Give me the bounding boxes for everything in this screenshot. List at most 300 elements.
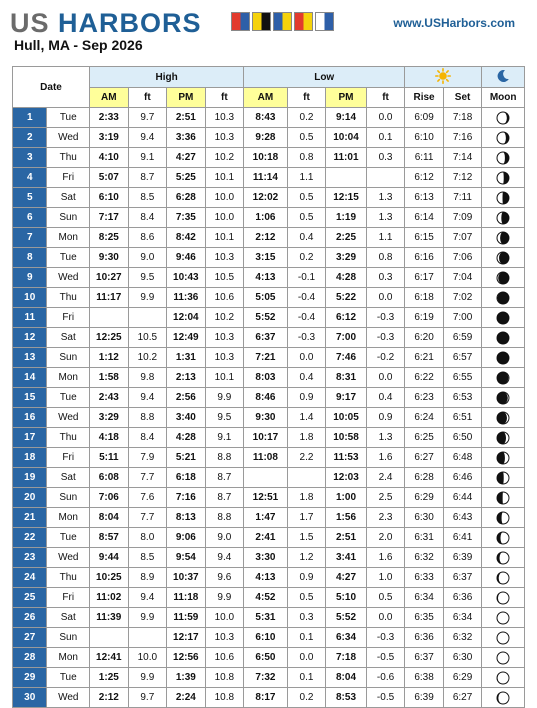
sunset-time: 6:39 — [443, 548, 482, 568]
high-pm-time: 8:42 — [167, 228, 206, 248]
low-am-height: -0.4 — [287, 288, 326, 308]
sunrise-time: 6:09 — [405, 108, 444, 128]
table-row — [13, 388, 525, 408]
sunset-time: 6:57 — [443, 348, 482, 368]
location-title: Hull, MA - Sep 2026 — [14, 37, 143, 53]
moon-phase-icon — [496, 411, 510, 425]
day-number: 6 — [13, 208, 47, 228]
high-pm-time: 11:59 — [167, 608, 206, 628]
day-number: 23 — [13, 548, 47, 568]
moon-phase-cell — [482, 588, 525, 608]
low-pm-time: 8:04 — [326, 668, 367, 688]
table-row — [13, 348, 525, 368]
moon-phase-cell — [482, 528, 525, 548]
low-am-time: 5:31 — [244, 608, 288, 628]
sunrise-time: 6:33 — [405, 568, 444, 588]
low-pm-height: -0.5 — [366, 648, 405, 668]
low-am-time: 1:47 — [244, 508, 288, 528]
moon-phase-cell — [482, 628, 525, 648]
high-am-height: 9.9 — [128, 668, 167, 688]
low-pm-time: 11:01 — [326, 148, 367, 168]
moon-phase-icon — [496, 351, 510, 365]
sunrise-time: 6:16 — [405, 248, 444, 268]
table-row — [13, 488, 525, 508]
day-number: 5 — [13, 188, 47, 208]
low-am-height: 0.2 — [287, 248, 326, 268]
low-pm-height: 1.3 — [366, 428, 405, 448]
low-am-height: 0.0 — [287, 348, 326, 368]
low-pm-time: 9:17 — [326, 388, 367, 408]
sunrise-time: 6:23 — [405, 388, 444, 408]
logo-harbors: HARBORS — [58, 8, 202, 38]
high-am-height: 8.5 — [128, 548, 167, 568]
high-pm-time: 6:18 — [167, 468, 206, 488]
weekday: Thu — [47, 428, 90, 448]
high-pm-height: 10.2 — [205, 308, 244, 328]
high-pm-time: 1:39 — [167, 668, 206, 688]
moon-phase-icon — [496, 271, 510, 285]
table-row — [13, 448, 525, 468]
low-pm-height: 1.6 — [366, 548, 405, 568]
table-row — [13, 608, 525, 628]
sunset-time: 7:00 — [443, 308, 482, 328]
sunset-time: 6:32 — [443, 628, 482, 648]
weekday: Sat — [47, 468, 90, 488]
table-row — [13, 648, 525, 668]
table-row — [13, 428, 525, 448]
sunset-time: 7:09 — [443, 208, 482, 228]
low-pm-time: 10:04 — [326, 128, 367, 148]
low-am-time: 3:30 — [244, 548, 288, 568]
low-am-height: 2.2 — [287, 448, 326, 468]
logo-us: US — [10, 8, 50, 38]
sunset-time: 7:16 — [443, 128, 482, 148]
weekday: Mon — [47, 368, 90, 388]
moon-phase-cell — [482, 108, 525, 128]
high-am-height: 10.2 — [128, 348, 167, 368]
sunrise-time: 6:20 — [405, 328, 444, 348]
low-pm-height — [366, 168, 405, 188]
moon-phase-icon — [496, 471, 510, 485]
high-am-height: 9.0 — [128, 248, 167, 268]
day-number: 22 — [13, 528, 47, 548]
high-am-time: 3:29 — [90, 408, 129, 428]
date-header: Date — [13, 67, 90, 108]
moon-phase-icon — [496, 511, 510, 525]
high-pm-height: 8.8 — [205, 448, 244, 468]
day-number: 13 — [13, 348, 47, 368]
high-pm-time: 12:17 — [167, 628, 206, 648]
sunset-time: 7:07 — [443, 228, 482, 248]
low-am-height: 0.5 — [287, 188, 326, 208]
moon-phase-cell — [482, 188, 525, 208]
high-pm-header: PM — [167, 88, 206, 108]
low-pm-height: 0.8 — [366, 248, 405, 268]
high-pm-height: 10.1 — [205, 228, 244, 248]
moon-phase-icon — [496, 171, 510, 185]
table-row — [13, 308, 525, 328]
day-number: 30 — [13, 688, 47, 708]
tide-table — [12, 66, 525, 708]
sunrise-time: 6:39 — [405, 688, 444, 708]
table-row — [13, 408, 525, 428]
low-pm-height: 0.0 — [366, 288, 405, 308]
high-am-time: 7:06 — [90, 488, 129, 508]
sunrise-time: 6:36 — [405, 628, 444, 648]
day-number: 25 — [13, 588, 47, 608]
high-pm-height: 10.3 — [205, 328, 244, 348]
low-pm-time: 2:25 — [326, 228, 367, 248]
moon-phase-icon — [496, 691, 510, 705]
low-am-time: 6:37 — [244, 328, 288, 348]
moon-phase-icon — [496, 111, 510, 125]
low-am-time: 4:13 — [244, 268, 288, 288]
sunrise-time: 6:13 — [405, 188, 444, 208]
sunset-time: 6:43 — [443, 508, 482, 528]
moon-phase-icon — [496, 211, 510, 225]
high-am-time: 5:11 — [90, 448, 129, 468]
high-pm-height: 9.9 — [205, 388, 244, 408]
high-am-height: 9.1 — [128, 148, 167, 168]
table-row — [13, 248, 525, 268]
moon-phase-icon — [496, 151, 510, 165]
weekday: Mon — [47, 228, 90, 248]
moon-phase-cell — [482, 368, 525, 388]
high-am-height: 10.0 — [128, 648, 167, 668]
sunrise-time: 6:28 — [405, 468, 444, 488]
high-pm-time: 9:54 — [167, 548, 206, 568]
high-am-height: 9.5 — [128, 268, 167, 288]
high-am-time: 2:43 — [90, 388, 129, 408]
sunset-time: 6:55 — [443, 368, 482, 388]
low-pm-time: 3:29 — [326, 248, 367, 268]
low-pm-time: 3:41 — [326, 548, 367, 568]
low-am-height: -0.4 — [287, 308, 326, 328]
weekday: Wed — [47, 408, 90, 428]
low-pm-time: 9:14 — [326, 108, 367, 128]
high-pm-height: 10.8 — [205, 688, 244, 708]
high-am-height: 8.0 — [128, 528, 167, 548]
low-pm-time — [326, 168, 367, 188]
high-pm-ft-header: ft — [205, 88, 244, 108]
sunset-time: 6:34 — [443, 608, 482, 628]
moon-phase-icon — [496, 531, 510, 545]
day-number: 9 — [13, 268, 47, 288]
day-number: 27 — [13, 628, 47, 648]
high-am-height: 10.5 — [128, 328, 167, 348]
table-row — [13, 268, 525, 288]
logo[interactable] — [10, 8, 202, 39]
moon-phase-cell — [482, 648, 525, 668]
table-row — [13, 628, 525, 648]
high-pm-height: 9.5 — [205, 408, 244, 428]
sunset-time: 7:06 — [443, 248, 482, 268]
low-pm-height: 0.1 — [366, 128, 405, 148]
high-pm-height: 10.3 — [205, 108, 244, 128]
low-pm-height: 1.0 — [366, 568, 405, 588]
weekday: Tue — [47, 528, 90, 548]
weekday: Mon — [47, 648, 90, 668]
high-am-time: 7:17 — [90, 208, 129, 228]
low-pm-height: 1.3 — [366, 188, 405, 208]
low-pm-height: -0.3 — [366, 328, 405, 348]
high-am-time: 12:41 — [90, 648, 129, 668]
high-pm-time: 2:24 — [167, 688, 206, 708]
weekday: Wed — [47, 688, 90, 708]
low-am-time: 6:10 — [244, 628, 288, 648]
low-pm-time: 12:03 — [326, 468, 367, 488]
high-pm-time: 5:25 — [167, 168, 206, 188]
low-pm-height: 2.4 — [366, 468, 405, 488]
sunrise-time: 6:12 — [405, 168, 444, 188]
weekday: Sat — [47, 188, 90, 208]
low-am-height: 0.4 — [287, 368, 326, 388]
weekday: Tue — [47, 108, 90, 128]
high-pm-height: 10.2 — [205, 148, 244, 168]
low-am-height: 1.7 — [287, 508, 326, 528]
sunset-time: 6:44 — [443, 488, 482, 508]
weekday: Thu — [47, 288, 90, 308]
high-pm-time: 7:16 — [167, 488, 206, 508]
sunrise-time: 6:35 — [405, 608, 444, 628]
low-am-height: 0.5 — [287, 128, 326, 148]
table-row — [13, 568, 525, 588]
high-header: High — [90, 67, 244, 88]
day-number: 8 — [13, 248, 47, 268]
moon-phase-icon — [496, 631, 510, 645]
high-am-height: 9.8 — [128, 368, 167, 388]
high-am-time: 11:39 — [90, 608, 129, 628]
high-am-time — [90, 308, 129, 328]
moon-phase-cell — [482, 468, 525, 488]
high-pm-height: 10.3 — [205, 348, 244, 368]
high-am-height: 9.7 — [128, 688, 167, 708]
moon-header: Moon — [482, 88, 525, 108]
weekday: Sat — [47, 608, 90, 628]
low-am-height: 1.2 — [287, 548, 326, 568]
high-am-time: 3:19 — [90, 128, 129, 148]
day-number: 16 — [13, 408, 47, 428]
low-pm-time: 8:53 — [326, 688, 367, 708]
high-pm-time: 4:27 — [167, 148, 206, 168]
day-number: 17 — [13, 428, 47, 448]
low-am-time: 5:52 — [244, 308, 288, 328]
sunset-time: 6:48 — [443, 448, 482, 468]
low-am-ft-header: ft — [287, 88, 326, 108]
low-am-time: 11:14 — [244, 168, 288, 188]
day-number: 15 — [13, 388, 47, 408]
low-am-time: 9:28 — [244, 128, 288, 148]
sunrise-time: 6:18 — [405, 288, 444, 308]
low-am-time: 2:41 — [244, 528, 288, 548]
day-number: 20 — [13, 488, 47, 508]
high-am-time: 8:57 — [90, 528, 129, 548]
sunset-time: 7:04 — [443, 268, 482, 288]
moon-phase-cell — [482, 568, 525, 588]
table-row — [13, 468, 525, 488]
moon-phase-cell — [482, 308, 525, 328]
low-pm-height: 1.6 — [366, 448, 405, 468]
day-number: 28 — [13, 648, 47, 668]
high-pm-height: 10.8 — [205, 668, 244, 688]
sunrise-time: 6:24 — [405, 408, 444, 428]
sunrise-time: 6:22 — [405, 368, 444, 388]
moon-phase-cell — [482, 128, 525, 148]
low-pm-time: 12:15 — [326, 188, 367, 208]
flag-2-icon — [252, 12, 271, 31]
table-row — [13, 288, 525, 308]
low-am-height: 0.8 — [287, 148, 326, 168]
low-pm-time: 2:51 — [326, 528, 367, 548]
low-pm-time: 11:53 — [326, 448, 367, 468]
weekday: Fri — [47, 448, 90, 468]
low-pm-height: 0.0 — [366, 368, 405, 388]
moon-phase-icon — [496, 311, 510, 325]
high-pm-time: 11:18 — [167, 588, 206, 608]
moon-phase-icon — [496, 571, 510, 585]
high-pm-time: 11:36 — [167, 288, 206, 308]
table-row — [13, 208, 525, 228]
high-am-height: 7.6 — [128, 488, 167, 508]
sunset-time: 7:14 — [443, 148, 482, 168]
high-am-time: 2:12 — [90, 688, 129, 708]
high-pm-height: 9.1 — [205, 428, 244, 448]
low-am-time: 10:18 — [244, 148, 288, 168]
flag-4-icon — [294, 12, 313, 31]
day-number: 4 — [13, 168, 47, 188]
day-number: 24 — [13, 568, 47, 588]
high-am-height: 8.5 — [128, 188, 167, 208]
moon-phase-icon — [496, 451, 510, 465]
day-number: 2 — [13, 128, 47, 148]
low-am-time: 10:17 — [244, 428, 288, 448]
low-pm-height: 1.1 — [366, 228, 405, 248]
high-pm-time: 2:13 — [167, 368, 206, 388]
high-am-height: 8.9 — [128, 568, 167, 588]
high-am-time: 12:25 — [90, 328, 129, 348]
high-pm-height: 10.3 — [205, 248, 244, 268]
table-row — [13, 128, 525, 148]
high-pm-height: 10.1 — [205, 168, 244, 188]
weekday: Tue — [47, 248, 90, 268]
high-pm-time: 2:56 — [167, 388, 206, 408]
weekday: Wed — [47, 128, 90, 148]
moon-phase-icon — [496, 431, 510, 445]
high-am-height — [128, 308, 167, 328]
moon-phase-cell — [482, 168, 525, 188]
low-pm-time: 5:10 — [326, 588, 367, 608]
high-am-time: 5:07 — [90, 168, 129, 188]
high-am-time: 1:12 — [90, 348, 129, 368]
sunset-time: 6:59 — [443, 328, 482, 348]
day-number: 3 — [13, 148, 47, 168]
sunrise-time: 6:29 — [405, 488, 444, 508]
low-pm-height: 0.4 — [366, 388, 405, 408]
sunset-time: 6:37 — [443, 568, 482, 588]
high-pm-time: 6:28 — [167, 188, 206, 208]
low-pm-time: 6:34 — [326, 628, 367, 648]
table-row — [13, 588, 525, 608]
low-am-time: 12:51 — [244, 488, 288, 508]
low-pm-time: 5:22 — [326, 288, 367, 308]
high-am-time: 11:17 — [90, 288, 129, 308]
moon-icon-header — [482, 67, 525, 88]
low-pm-time: 1:19 — [326, 208, 367, 228]
low-am-time: 8:03 — [244, 368, 288, 388]
moon-phase-cell — [482, 388, 525, 408]
day-number: 10 — [13, 288, 47, 308]
sunrise-time: 6:10 — [405, 128, 444, 148]
low-pm-height: 0.3 — [366, 268, 405, 288]
high-pm-height: 10.3 — [205, 128, 244, 148]
day-number: 19 — [13, 468, 47, 488]
high-am-height: 8.8 — [128, 408, 167, 428]
low-pm-time: 1:00 — [326, 488, 367, 508]
weekday: Fri — [47, 308, 90, 328]
high-pm-time: 10:37 — [167, 568, 206, 588]
low-pm-height: 1.3 — [366, 208, 405, 228]
moon-phase-cell — [482, 328, 525, 348]
flag-3-icon — [273, 12, 292, 31]
high-am-time: 8:25 — [90, 228, 129, 248]
sunrise-header: Rise — [405, 88, 444, 108]
day-number: 11 — [13, 308, 47, 328]
moon-phase-icon — [496, 191, 510, 205]
low-am-height: 1.8 — [287, 428, 326, 448]
sunset-time: 6:50 — [443, 428, 482, 448]
high-am-time: 2:33 — [90, 108, 129, 128]
sunset-time: 6:46 — [443, 468, 482, 488]
moon-phase-cell — [482, 148, 525, 168]
high-pm-height: 8.7 — [205, 488, 244, 508]
website-link[interactable]: www.USHarbors.com — [393, 16, 515, 30]
moon-phase-icon — [496, 251, 510, 265]
high-pm-time: 2:51 — [167, 108, 206, 128]
high-am-height: 9.9 — [128, 608, 167, 628]
low-am-time: 1:06 — [244, 208, 288, 228]
sunrise-time: 6:34 — [405, 588, 444, 608]
day-number: 21 — [13, 508, 47, 528]
high-pm-time: 9:06 — [167, 528, 206, 548]
table-row — [13, 188, 525, 208]
low-pm-height: 0.9 — [366, 408, 405, 428]
low-pm-height: 2.5 — [366, 488, 405, 508]
sunrise-time: 6:14 — [405, 208, 444, 228]
sunrise-time: 6:11 — [405, 148, 444, 168]
low-am-height: 1.8 — [287, 488, 326, 508]
high-am-time: 6:10 — [90, 188, 129, 208]
low-am-time: 6:50 — [244, 648, 288, 668]
low-am-height: 1.5 — [287, 528, 326, 548]
table-row — [13, 508, 525, 528]
high-am-time: 8:04 — [90, 508, 129, 528]
high-pm-time: 12:49 — [167, 328, 206, 348]
high-pm-height: 10.3 — [205, 628, 244, 648]
table-row — [13, 368, 525, 388]
low-am-height — [287, 468, 326, 488]
moon-phase-icon — [496, 651, 510, 665]
weekday: Mon — [47, 508, 90, 528]
low-am-height: 0.4 — [287, 228, 326, 248]
low-pm-time: 10:05 — [326, 408, 367, 428]
low-pm-time: 6:12 — [326, 308, 367, 328]
sunset-time: 6:53 — [443, 388, 482, 408]
low-am-time: 8:17 — [244, 688, 288, 708]
low-am-time: 7:21 — [244, 348, 288, 368]
sunset-time: 6:51 — [443, 408, 482, 428]
moon-phase-cell — [482, 288, 525, 308]
moon-phase-icon — [496, 371, 510, 385]
